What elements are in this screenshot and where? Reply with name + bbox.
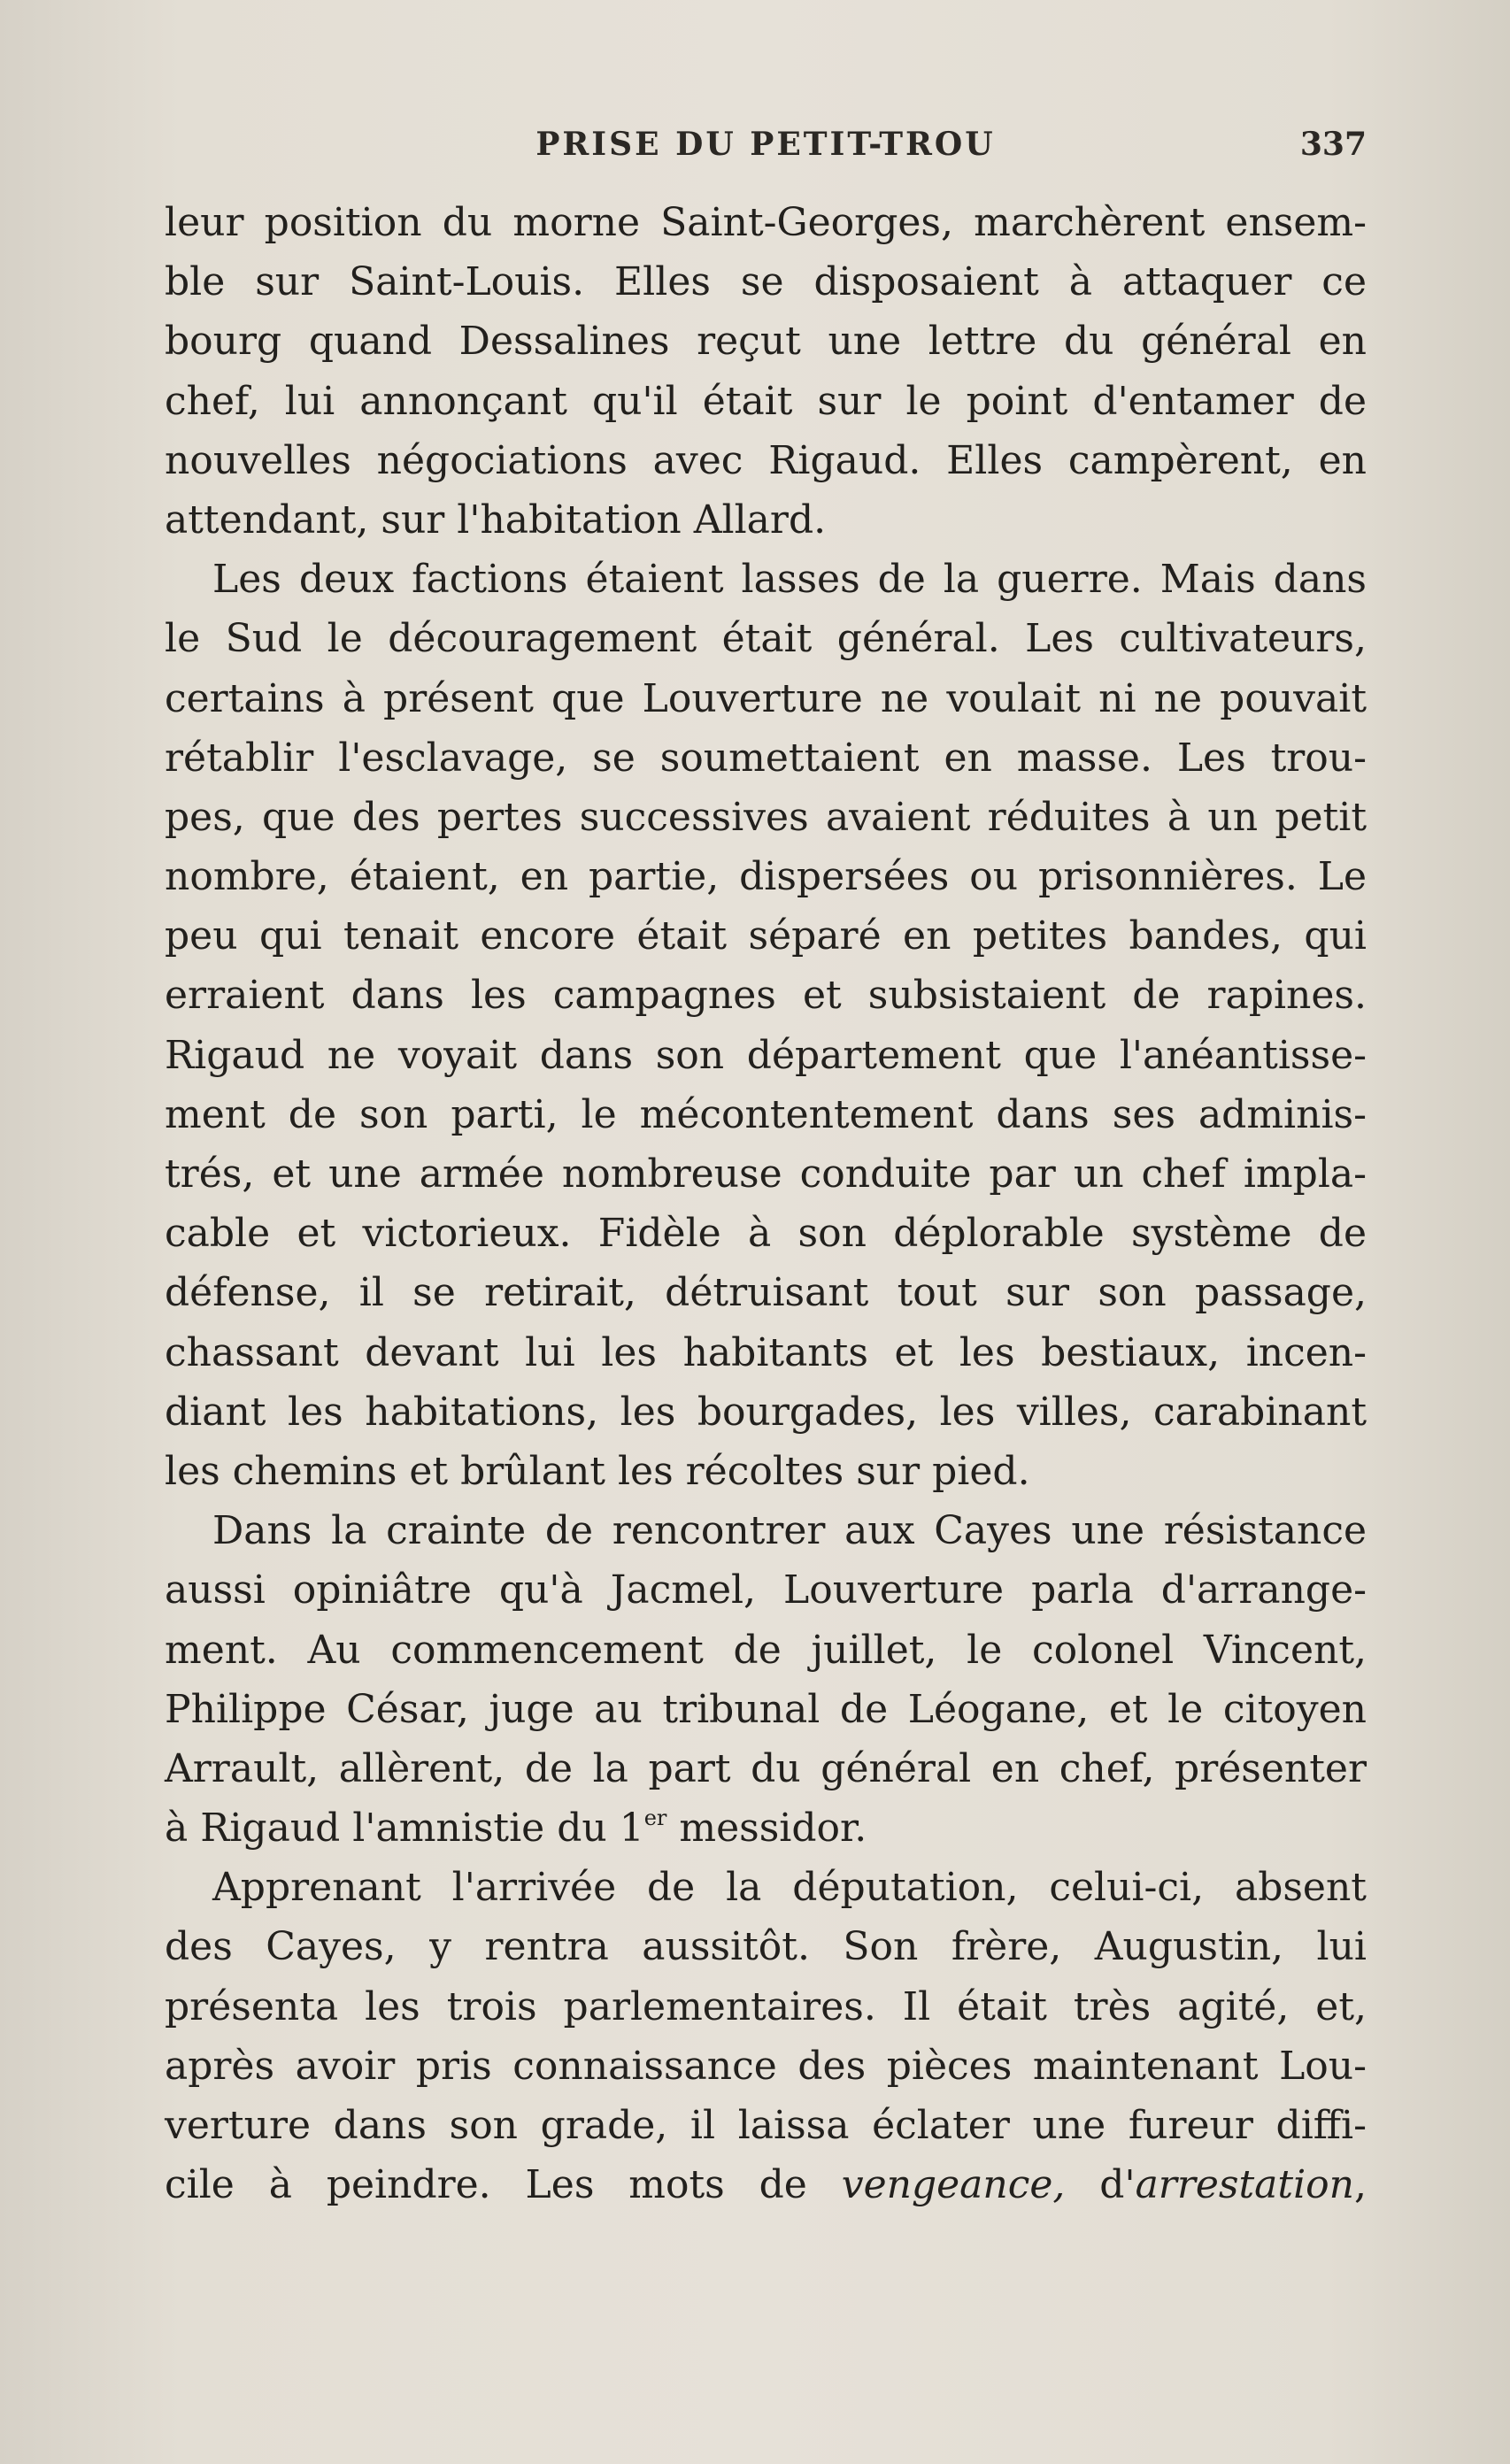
text-line: cable et victorieux. Fidèle à son déplorable système de bbox=[165, 1211, 1367, 1257]
text-line: erraient dans les campagnes et subsistaient de rapines. bbox=[165, 973, 1367, 1019]
text-line: nouvelles négociations avec Rigaud. Elles campèrent, en bbox=[165, 437, 1367, 483]
ordinal-superscript: er bbox=[643, 1806, 667, 1831]
body-text bbox=[165, 193, 1367, 2214]
text-line: leur position du morne Saint-Georges, marchèrent ensem- bbox=[165, 200, 1367, 245]
text-line bbox=[165, 1798, 1367, 1858]
page-header bbox=[165, 120, 1367, 170]
paragraph-first-line: Dans la crainte de rencontrer aux Cayes une résistance bbox=[212, 1508, 1367, 1554]
text-line: défense, il se retirait, détruisant tout sur son passage, bbox=[165, 1270, 1367, 1316]
text-line: ment de son parti, le mécontentement dans ses adminis- bbox=[165, 1091, 1367, 1137]
text-line: Arrault, allèrent, de la part du général en chef, présenter bbox=[165, 1745, 1367, 1791]
paragraph-first-line: Les deux factions étaient lasses de la guerre. Mais dans bbox=[212, 557, 1367, 603]
text-line: chassant devant lui les habitants et les bestiaux, incen- bbox=[165, 1329, 1367, 1375]
text-line bbox=[165, 2155, 1367, 2214]
text-line: ble sur Saint-Louis. Elles se disposaient à attaquer ce bbox=[165, 259, 1367, 305]
text-line: nombre, étaient, en partie, dispersées ou prisonnières. Le bbox=[165, 854, 1367, 900]
text-line: diant les habitations, les bourgades, les villes, carabinant bbox=[165, 1389, 1367, 1435]
text-line: chef, lui annonçant qu'il était sur le point d'entamer de bbox=[165, 378, 1367, 424]
text-line: présenta les trois parlementaires. Il était très agité, et, bbox=[165, 1983, 1367, 2029]
italic-word: arrestation bbox=[1135, 2162, 1354, 2208]
text-line: après avoir pris connaissance des pièces maintenant Lou- bbox=[165, 2043, 1367, 2089]
text-line: ment. Au commencement de juillet, le colonel Vincent, bbox=[165, 1627, 1367, 1673]
text-line: certains à présent que Louverture ne voulait ni ne pouvait bbox=[165, 675, 1367, 721]
line-text: , bbox=[1354, 2162, 1367, 2208]
line-text: cile à peindre. Les mots de bbox=[165, 2162, 842, 2208]
page-number: 337 bbox=[1299, 126, 1367, 163]
line-text: à Rigaud l'amnistie du 1 bbox=[165, 1806, 644, 1852]
text-line: peu qui tenait encore était séparé en petites bandes, qui bbox=[165, 913, 1367, 959]
text-line: rétablir l'esclavage, se soumettaient en masse. Les trou- bbox=[165, 735, 1367, 781]
paragraph-first-line: Apprenant l'arrivée de la députation, celui-ci, absent bbox=[212, 1865, 1367, 1911]
text-line: trés, et une armée nombreuse conduite par un chef impla- bbox=[165, 1151, 1367, 1197]
line-text: messidor. bbox=[666, 1806, 867, 1852]
text-line: Philippe César, juge au tribunal de Léogane, et le citoyen bbox=[165, 1686, 1367, 1732]
italic-word: vengeance, bbox=[841, 2162, 1066, 2208]
text-line: pes, que des pertes successives avaient réduites à un petit bbox=[165, 794, 1367, 840]
text-line: attendant, sur l'habitation Allard. bbox=[165, 497, 827, 543]
text-line: verture dans son grade, il laissa éclater une fureur diffi- bbox=[165, 2103, 1367, 2148]
text-line: des Cayes, y rentra aussitôt. Son frère, Augustin, lui bbox=[165, 1924, 1367, 1970]
running-title: PRISE DU PETIT-TROU bbox=[535, 126, 996, 163]
text-line: aussi opiniâtre qu'à Jacmel, Louverture parla d'arrange- bbox=[165, 1567, 1367, 1613]
text-line: Rigaud ne voyait dans son département que l'anéantisse- bbox=[165, 1032, 1367, 1078]
text-line: le Sud le découragement était général. Les cultivateurs, bbox=[165, 616, 1367, 662]
line-text: d' bbox=[1065, 2162, 1136, 2208]
text-line: bourg quand Dessalines reçut une lettre du général en bbox=[165, 319, 1367, 365]
text-line: les chemins et brûlant les récoltes sur pied. bbox=[165, 1448, 1030, 1494]
